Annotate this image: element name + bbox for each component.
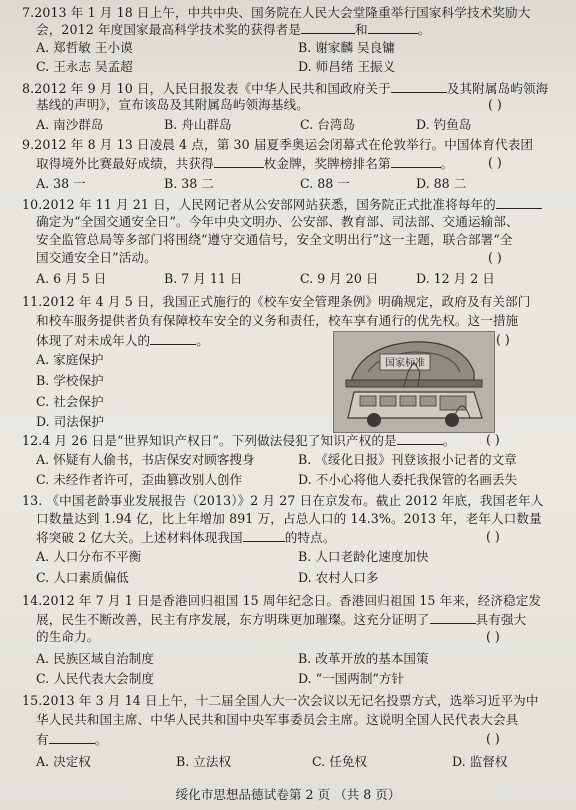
answer-blank[interactable] [214, 155, 264, 168]
answer-paren[interactable]: ( ) [486, 432, 500, 447]
answer-paren[interactable]: ( ) [488, 97, 502, 112]
q14-option-c[interactable]: C. 人民代表大会制度 [36, 671, 154, 686]
q15-option-a[interactable]: A. 决定权 [36, 754, 91, 769]
q7-option-b[interactable]: B. 谢家麟 吴良镛 [298, 40, 395, 55]
q7-option-d[interactable]: D. 师昌绪 王振义 [298, 59, 396, 74]
q10-option-c[interactable]: C. 9 月 20 日 [300, 271, 379, 286]
answer-blank[interactable] [391, 80, 447, 93]
q10-line3: 安全监管总局等多部门将围绕“遵守交通信号，安全文明出行”这一主题，联合部署“全 [36, 232, 513, 247]
q11-option-b[interactable]: B. 学校保护 [36, 373, 104, 388]
q11-line3: 体现了对未成年人的 。 [36, 333, 209, 348]
q15-option-c[interactable]: C. 任免权 [312, 754, 367, 769]
q13-line3: 将突破 2 亿大关。上述材料体现我国 的特点。 [36, 530, 336, 545]
q13-line1: 13. 《中国老龄事业发展报告（2013）》2 月 27 日在京发布。截止 2012 年底，我国老年人 [22, 493, 544, 508]
q14-line3: 的生命力。 [36, 629, 100, 644]
q10-line1: 10.2012 年 11 月 21 日，人民网记者从公安部网站获悉，国务院正式批准将每年的 [22, 196, 542, 213]
q13-option-d[interactable]: D. 农村人口多 [298, 570, 379, 585]
answer-blank[interactable] [430, 611, 476, 624]
q15-line2: 华人民共和国主席、中华人民共和国中央军事委员会主席。这说明全国人民代表大会具 [36, 712, 519, 727]
q8-line1: 8.2012 年 9 月 10 日，人民日报发表《中华人民共和国政府关于 及其附属岛屿领海 [22, 81, 549, 96]
q8-option-a[interactable]: A. 南沙群岛 [36, 117, 104, 132]
q7-option-a[interactable]: A. 郑哲敏 王小谟 [36, 40, 133, 55]
answer-blank[interactable] [49, 731, 95, 744]
q9-option-d[interactable]: D. 88 二 [416, 176, 467, 191]
q12-line1: 12.4 月 26 日是“世界知识产权日”。下列做法侵犯了知识产权的是 。 [22, 433, 456, 448]
answer-blank[interactable] [150, 332, 196, 345]
q10-option-d[interactable]: D. 12 月 2 日 [416, 271, 495, 286]
answer-paren[interactable]: ( ) [486, 529, 500, 544]
answer-blank[interactable] [243, 529, 285, 542]
answer-blank[interactable] [391, 155, 441, 168]
q14-line2: 展，民生不断改善，民主有序发展，东方明珠更加璀璨。这充分证明了 具有强大 [36, 612, 527, 627]
answer-paren[interactable]: ( ) [496, 332, 510, 347]
q14-option-d[interactable]: D. “一国两制”方针 [298, 671, 405, 686]
answer-paren[interactable]: ( ) [488, 250, 502, 265]
q13-option-a[interactable]: A. 人口分布不平衡 [36, 549, 142, 564]
q15-option-b[interactable]: B. 立法权 [176, 754, 232, 769]
answer-blank[interactable] [496, 196, 542, 209]
answer-paren[interactable]: ( ) [488, 155, 502, 170]
q9-line2: 取得境外比赛最好成绩，共获得 枚金牌，奖牌榜排名第 。 [36, 156, 454, 171]
q10-option-a[interactable]: A. 6 月 5 日 [36, 271, 107, 286]
q7-line1: 7.2013 年 1 月 18 日上午，中共中央、国务院在人民大会堂隆重举行国家科学技术奖励大 [22, 5, 531, 20]
q12-option-d[interactable]: D. 不小心将他人委托我保管的名画丢失 [298, 472, 518, 487]
q7-option-c[interactable]: C. 王永志 吴孟超 [36, 59, 133, 74]
q13-option-b[interactable]: B. 人口老龄化速度加快 [298, 549, 429, 564]
q9-option-a[interactable]: A. 38 一 [36, 176, 86, 191]
q8-option-b[interactable]: B. 舟山群岛 [164, 117, 232, 132]
q15-line3: 有 。 [36, 732, 108, 747]
image-caption: 国家标准 [385, 358, 425, 369]
q10-line2: 确定为“全国交通安全日”。今年中央文明办、公安部、教育部、司法部、交通运输部、 [36, 214, 519, 229]
answer-paren[interactable]: ( ) [486, 629, 500, 644]
q10-line4: 国交通安全日”活动。 [36, 250, 157, 265]
q13-line2: 口数量达到 1.94 亿，比上年增加 891 万，占总人口的 14.3%。2013 年，老年人口数量 [36, 511, 542, 526]
q15-line1: 15.2013 年 3 月 14 日上午，十二届全国人大一次会议以无记名投票方式，选举习近平为中 [22, 693, 539, 708]
answer-blank[interactable] [397, 432, 443, 445]
page-footer: 绥化市思想品德试卷第 2 页 （共 8 页） [175, 787, 401, 802]
q8-option-c[interactable]: C. 台湾岛 [300, 117, 355, 132]
answer-blank[interactable] [301, 21, 355, 34]
school-bus-illustration [333, 331, 495, 433]
q15-option-d[interactable]: D. 监督权 [452, 754, 508, 769]
q9-option-b[interactable]: B. 38 二 [164, 176, 214, 191]
q11-line2: 和校车服务提供者负有保障校车安全的义务和责任，校车享有通行的优先权。这一措施 [36, 313, 519, 328]
q12-option-c[interactable]: C. 未经作者许可，歪曲篡改别人创作 [36, 472, 243, 487]
q13-option-c[interactable]: C. 人口素质偏低 [36, 570, 129, 585]
q9-line1: 9.2012 年 8 月 13 日凌晨 4 点，第 30 届夏季奥运会闭幕式在伦敦举行。中国体育代表团 [22, 137, 534, 152]
q11-option-d[interactable]: D. 司法保护 [36, 414, 105, 429]
q8-option-d[interactable]: D. 钓鱼岛 [416, 117, 472, 132]
q11-option-c[interactable]: C. 社会保护 [36, 394, 104, 409]
q9-option-c[interactable]: C. 88 一 [300, 176, 350, 191]
q11-line1: 11.2012 年 4 月 5 日，我国正式施行的《校车安全管理条例》明确规定，政府及有关部门 [22, 294, 531, 309]
answer-blank[interactable] [368, 21, 418, 34]
q14-line1: 14.2012 年 7 月 1 日是香港回归祖国 15 周年纪念日。香港回归祖国 15 年来，经济稳定发 [22, 593, 542, 608]
q10-option-b[interactable]: B. 7 月 11 日 [164, 271, 243, 286]
q8-line2: 基线的声明》，宣布该岛及其附属岛屿领海基线。 [36, 97, 309, 112]
q14-option-b[interactable]: B. 改革开放的基本国策 [298, 651, 429, 666]
q7-line2: 会，2012 年度国家最高科学技术奖的获得者是 和 。 [36, 22, 431, 37]
q11-option-a[interactable]: A. 家庭保护 [36, 352, 104, 367]
answer-paren[interactable]: ( ) [486, 731, 500, 746]
q14-option-a[interactable]: A. 民族区域自治制度 [36, 651, 154, 666]
q12-option-b[interactable]: B. 《绥化日报》刊登该报小记者的文章 [298, 452, 517, 467]
q12-option-a[interactable]: A. 怀疑有人偷书，书店保安对顾客搜身 [36, 452, 255, 467]
